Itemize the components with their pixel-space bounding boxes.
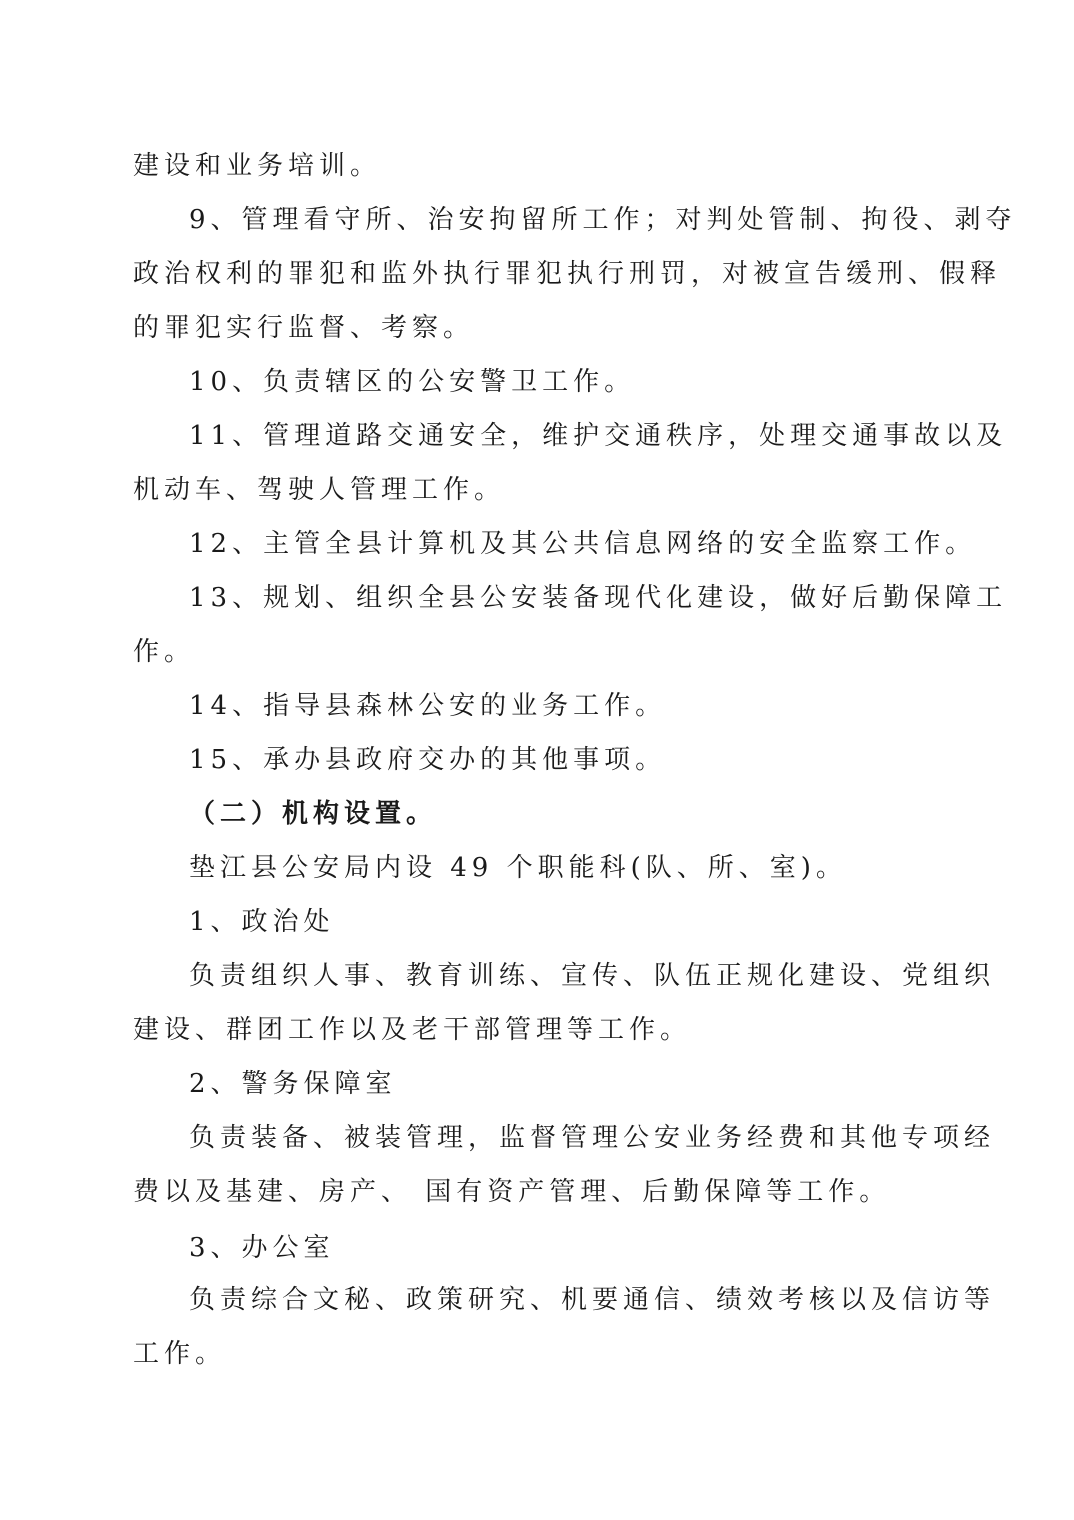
- text-line-22: 负责综合文秘、政策研究、机要通信、绩效考核以及信访等: [189, 1285, 996, 1315]
- text-line-1: 建设和业务培训。: [133, 151, 382, 181]
- text-line-4: 的罪犯实行监督、考察。: [133, 313, 475, 343]
- text-line-23: 工作。: [133, 1339, 227, 1369]
- text-line-16: 负责组织人事、教育训练、宣传、队伍正规化建设、党组织: [189, 961, 996, 991]
- text-line-17: 建设、群团工作以及老干部管理等工作。: [133, 1015, 692, 1045]
- text-line-9: 13、规划、组织全县公安装备现代化建设，做好后勤保障工: [189, 583, 1008, 613]
- text-line-14: 垫江县公安局内设 49 个职能科(队、所、室)。: [189, 853, 847, 883]
- text-line-20: 费以及基建、房产、 国有资产管理、后勤保障等工作。: [133, 1177, 891, 1207]
- text-line-15: 1、政治处: [189, 907, 335, 937]
- text-line-18: 2、警务保障室: [189, 1069, 397, 1099]
- section-heading: （二）机构设置。: [189, 799, 438, 829]
- text-line-11: 14、指导县森林公安的业务工作。: [189, 691, 667, 721]
- text-line-3: 政治权利的罪犯和监外执行罪犯执行刑罚，对被宣告缓刑、假释: [133, 259, 1002, 289]
- text-line-10: 作。: [133, 637, 196, 667]
- text-line-7: 机动车、驾驶人管理工作。: [133, 475, 506, 505]
- text-line-5: 10、负责辖区的公安警卫工作。: [189, 367, 636, 397]
- text-line-12: 15、承办县政府交办的其他事项。: [189, 745, 667, 775]
- text-line-21: 3、办公室: [189, 1233, 335, 1263]
- text-line-2: 9、管理看守所、治安拘留所工作；对判处管制、拘役、剥夺: [189, 205, 1017, 235]
- text-line-8: 12、主管全县计算机及其公共信息网络的安全监察工作。: [189, 529, 977, 559]
- text-line-6: 11、管理道路交通安全，维护交通秩序，处理交通事故以及: [189, 421, 1008, 451]
- text-line-19: 负责装备、被装管理，监督管理公安业务经费和其他专项经: [189, 1123, 996, 1153]
